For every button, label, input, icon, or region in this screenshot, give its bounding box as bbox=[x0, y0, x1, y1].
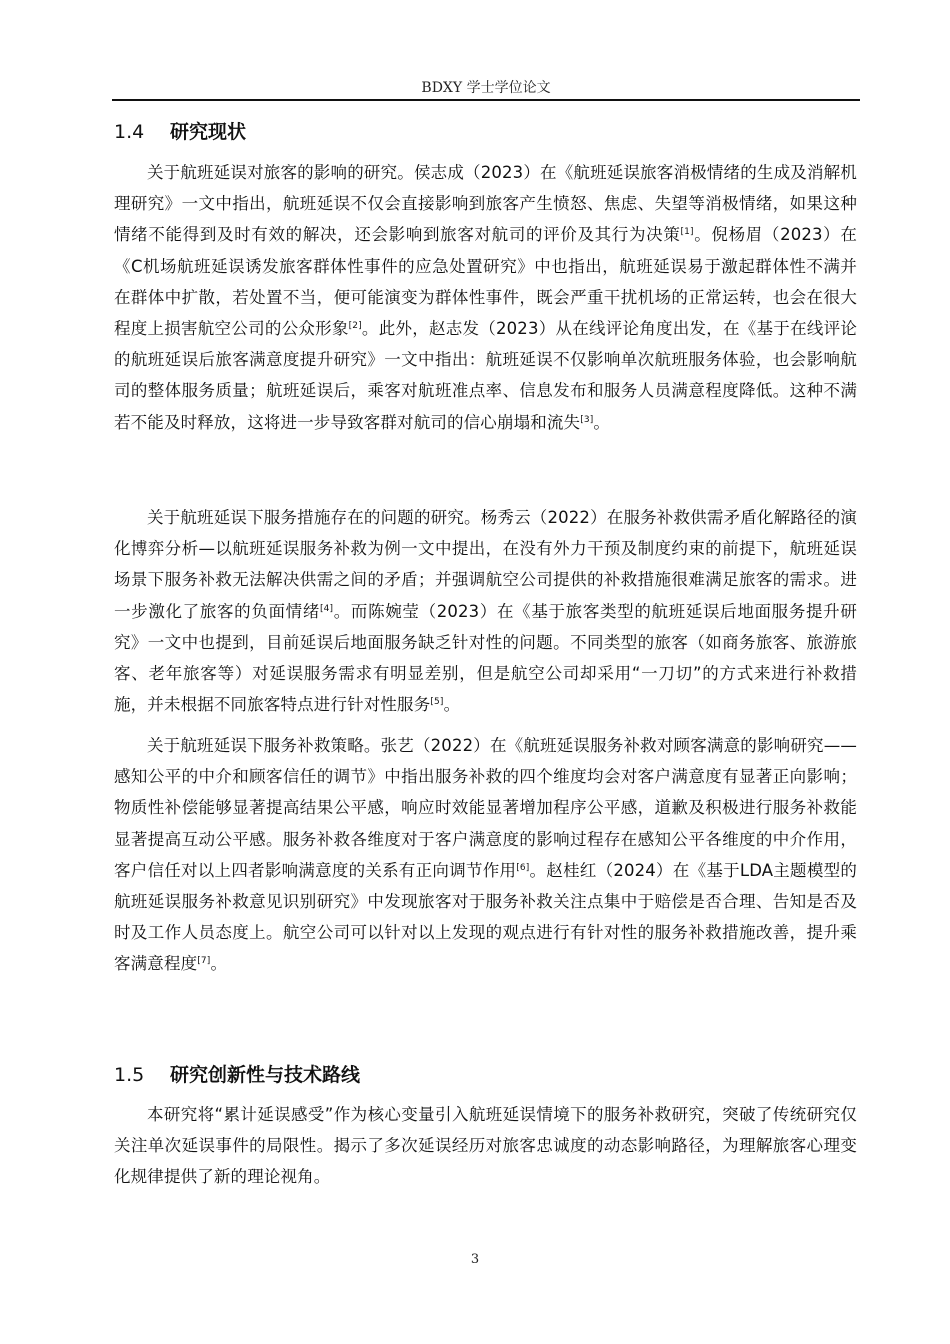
paragraph-impact-on-passengers bbox=[114, 157, 857, 438]
paragraph-text: 。赵桂红（2024）在《基于LDA主题模型的航班延误服务补救意见识别研究》中发现旅客对于服务补救关注点集中于赔偿是否合理、告知是否及时及工作人员态度上。航空公司可以针对以上发现的观点进行有针对性的服务补救措施改善，提升乘客满意程度 bbox=[114, 860, 857, 974]
citation-ref: [5] bbox=[430, 697, 444, 708]
paragraph-text: 。 bbox=[593, 412, 611, 432]
paragraph-text: 。 bbox=[210, 954, 228, 974]
section-number: 1.4 bbox=[114, 121, 145, 143]
citation-ref: [4] bbox=[320, 603, 334, 614]
citation-ref: [2] bbox=[348, 321, 362, 332]
paragraph-text: 本研究将“累计延误感受”作为核心变量引入航班延误情境下的服务补救研究，突破了传统研究仅关注单次延误事件的局限性。揭示了多次延误经历对旅客忠诚度的动态影响路径，为理解旅客心理变化规律提供了新的理论视角。 bbox=[114, 1105, 857, 1187]
paragraph-text: 关于航班延误下服务补救策略。张艺（2022）在《航班延误服务补救对顾客满意的影响研究——感知公平的中介和顾客信任的调节》中指出服务补救的四个维度均会对客户满意度有显著正向影响；物质性补偿能够显著提高结果公平感，响应时效能显著增加程序公平感，道歉及积极进行服务补救能显著提高互动公平感。服务补救各维度对于客户满意度的影响过程存在感知公平各维度的中介作用，客户信任对以上四者影响满意度的关系有正向调节作用 bbox=[114, 736, 857, 880]
citation-ref: [1] bbox=[680, 227, 694, 238]
paragraph-text: 。而陈婉莹（2023）在《基于旅客类型的航班延误后地面服务提升研究》一文中也提到，目前延误后地面服务缺乏针对性的问题。不同类型的旅客（如商务旅客、旅游旅客、老年旅客等）对延误服务需求有明显差别，但是航空公司却采用“一刀切”的方式来进行补救措施，并未根据不同旅客特点进行针对性服务 bbox=[114, 601, 857, 715]
page-number: 3 bbox=[470, 1252, 480, 1267]
header-divider bbox=[112, 99, 860, 101]
section-number: 1.5 bbox=[114, 1064, 145, 1086]
paragraph-innovation bbox=[114, 1099, 857, 1193]
paragraph-text: 关于航班延误下服务措施存在的问题的研究。杨秀云（2022）在服务补救供需矛盾化解路径的演化博弈分析—以航班延误服务补救为例一文中提出，在没有外力干预及制度约束的前提下，航班延误场景下服务补救无法解决供需之间的矛盾；并强调航空公司提供的补救措施很难满足旅客的需求。进一步激化了旅客的负面情绪 bbox=[114, 508, 857, 621]
paragraph-recovery-strategies bbox=[114, 730, 857, 980]
section-heading-1-4 bbox=[114, 117, 854, 144]
paragraph-text: 。倪杨眉（2023）在《C机场航班延误诱发旅客群体性事件的应急处置研究》中也指出，航班延误易于激起群体性不满并在群体中扩散，若处置不当，便可能演变为群体性事件，既会严重干扰机场的正常运转，也会在很大程度上损害航空公司的公众形象 bbox=[114, 225, 857, 339]
citation-ref: [7] bbox=[197, 956, 211, 967]
section-heading-1-5 bbox=[114, 1060, 854, 1087]
paragraph-text: 关于航班延误对旅客的影响的研究。侯志成（2023）在《航班延误旅客消极情绪的生成及消解机理研究》一文中指出，航班延误不仅会直接影响到旅客产生愤怒、焦虑、失望等消极情绪，如果这种情绪不能得到及时有效的解决，还会影响到旅客对航司的评价及其行为决策 bbox=[114, 163, 857, 245]
section-title: 研究创新性与技术路线 bbox=[170, 1064, 361, 1086]
running-header: BDXY 学士学位论文 bbox=[421, 80, 551, 96]
citation-ref: [3] bbox=[580, 414, 594, 425]
citation-ref: [6] bbox=[516, 862, 530, 873]
paragraph-service-problems bbox=[114, 502, 857, 720]
paragraph-text: 。 bbox=[443, 695, 461, 715]
section-title: 研究现状 bbox=[170, 121, 247, 143]
paragraph-text: 。此外，赵志发（2023）从在线评论角度出发，在《基于在线评论的航班延误后旅客满意度提升研究》一文中指出：航班延误不仅影响单次航班服务体验，也会影响航司的整体服务质量；航班延误后，乘客对航班准点率、信息发布和服务人员满意程度降低。这种不满若不能及时释放，这将进一步导致客群对航司的信心崩塌和流失 bbox=[114, 319, 857, 432]
